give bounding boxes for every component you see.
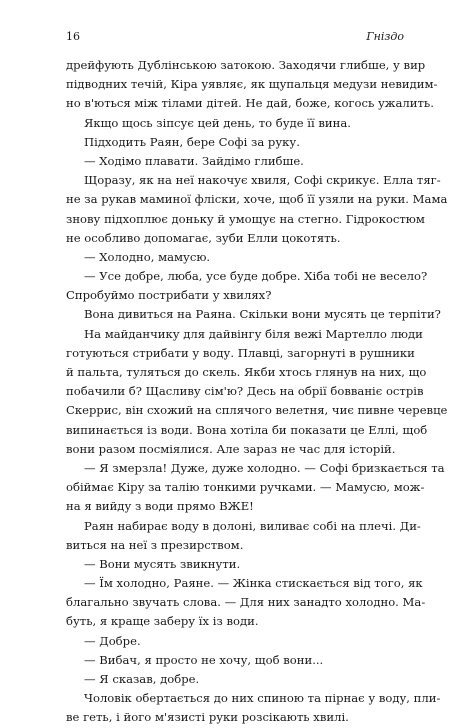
text-line: вони разом посміялися. Але зараз не час для історій.	[66, 441, 396, 456]
text-line: — Вони мусять звикнути.	[84, 556, 241, 571]
text-line: Якщо щось зіпсує цей день, то буде її вина.	[84, 115, 351, 130]
text-line: підводних течій, Кіра уявляє, як щупальця медузи невидим-	[66, 77, 438, 92]
text-line: Чоловік обертається до них спиною та пірнає у воду, пли-	[84, 691, 441, 706]
text-line: Спробуймо пострибати у хвилях?	[66, 288, 272, 303]
text-line: — Усе добре, люба, усе буде добре. Хіба тобі не весело?	[84, 269, 428, 284]
text-line: випинається із води. Вона хотіла би показати це Еллі, щоб	[66, 422, 428, 437]
text-line: на я вийду з води прямо ВЖЕ!	[66, 499, 254, 514]
text-line: На майданчику для дайвінгу біля вежі Мартелло люди	[84, 326, 423, 341]
running-title: Гніздо	[366, 30, 404, 43]
text-line: но в'ються між тілами дітей. Не дай, боже, когось ужалить.	[66, 96, 434, 111]
text-line: благально звучать слова. — Для них занадто холодно. Ма-	[66, 595, 426, 610]
page-header	[66, 30, 404, 46]
text-line: готуються стрибати у воду. Плавці, загорнуті в рушники	[66, 345, 415, 360]
text-line: — Вибач, я просто не хочу, щоб вони...	[84, 652, 324, 667]
text-line: побачили б? Щасливу сім'ю? Десь на обрії бовваніє острів	[66, 384, 424, 399]
text-line: — Ходімо плавати. Зайдімо глибше.	[84, 153, 304, 168]
body-text	[66, 56, 448, 728]
text-line: Вона дивиться на Раяна. Скільки вони мусять це терпіти?	[84, 307, 441, 322]
text-line: буть, я краще заберу їх із води.	[66, 614, 259, 629]
text-line: — Їм холодно, Раяне. — Жінка стискається від того, як	[84, 576, 423, 591]
text-line: дрейфують Дублінською затокою. Заходячи глибше, у вир	[66, 58, 426, 72]
text-line: не за рукав маминої фліски, хоче, щоб її узяли на руки. Мама	[66, 192, 448, 207]
text-line: — Я сказав, добре.	[84, 672, 200, 686]
text-line: Щоразу, як на неї накочує хвиля, Софі скрикує. Елла тяг-	[84, 173, 441, 188]
text-line: знову підхоплює доньку й умощує на стегно. Гідрокостюм	[66, 211, 425, 226]
text-line: — Холодно, мамусю.	[84, 249, 211, 264]
text-line: обіймає Кіру за талію тонкими ручками. — Мамусю, мож-	[66, 480, 425, 495]
text-line: Підходить Раян, бере Софі за руку.	[84, 134, 300, 149]
text-line: — Я змерзла! Дуже, дуже холодно. — Софі бризкається та	[84, 460, 445, 475]
page-number: 16	[66, 30, 80, 43]
text-line: виться на неї з презирством.	[66, 537, 244, 552]
text-line: — Добре.	[84, 633, 141, 648]
text-line: Скеррис, він схожий на сплячого велетня, чиє пивне черевце	[66, 403, 448, 418]
text-line: ве геть, і його м'язисті руки розсікають хвилі.	[66, 710, 349, 725]
text-line: не особливо допомагає, зуби Елли цокотять.	[66, 230, 341, 245]
text-line: й пальта, туляться до скель. Якби хтось глянув на них, що	[66, 365, 427, 379]
text-line: Раян набирає воду в долоні, виливає собі на плечі. Ди-	[84, 518, 421, 533]
